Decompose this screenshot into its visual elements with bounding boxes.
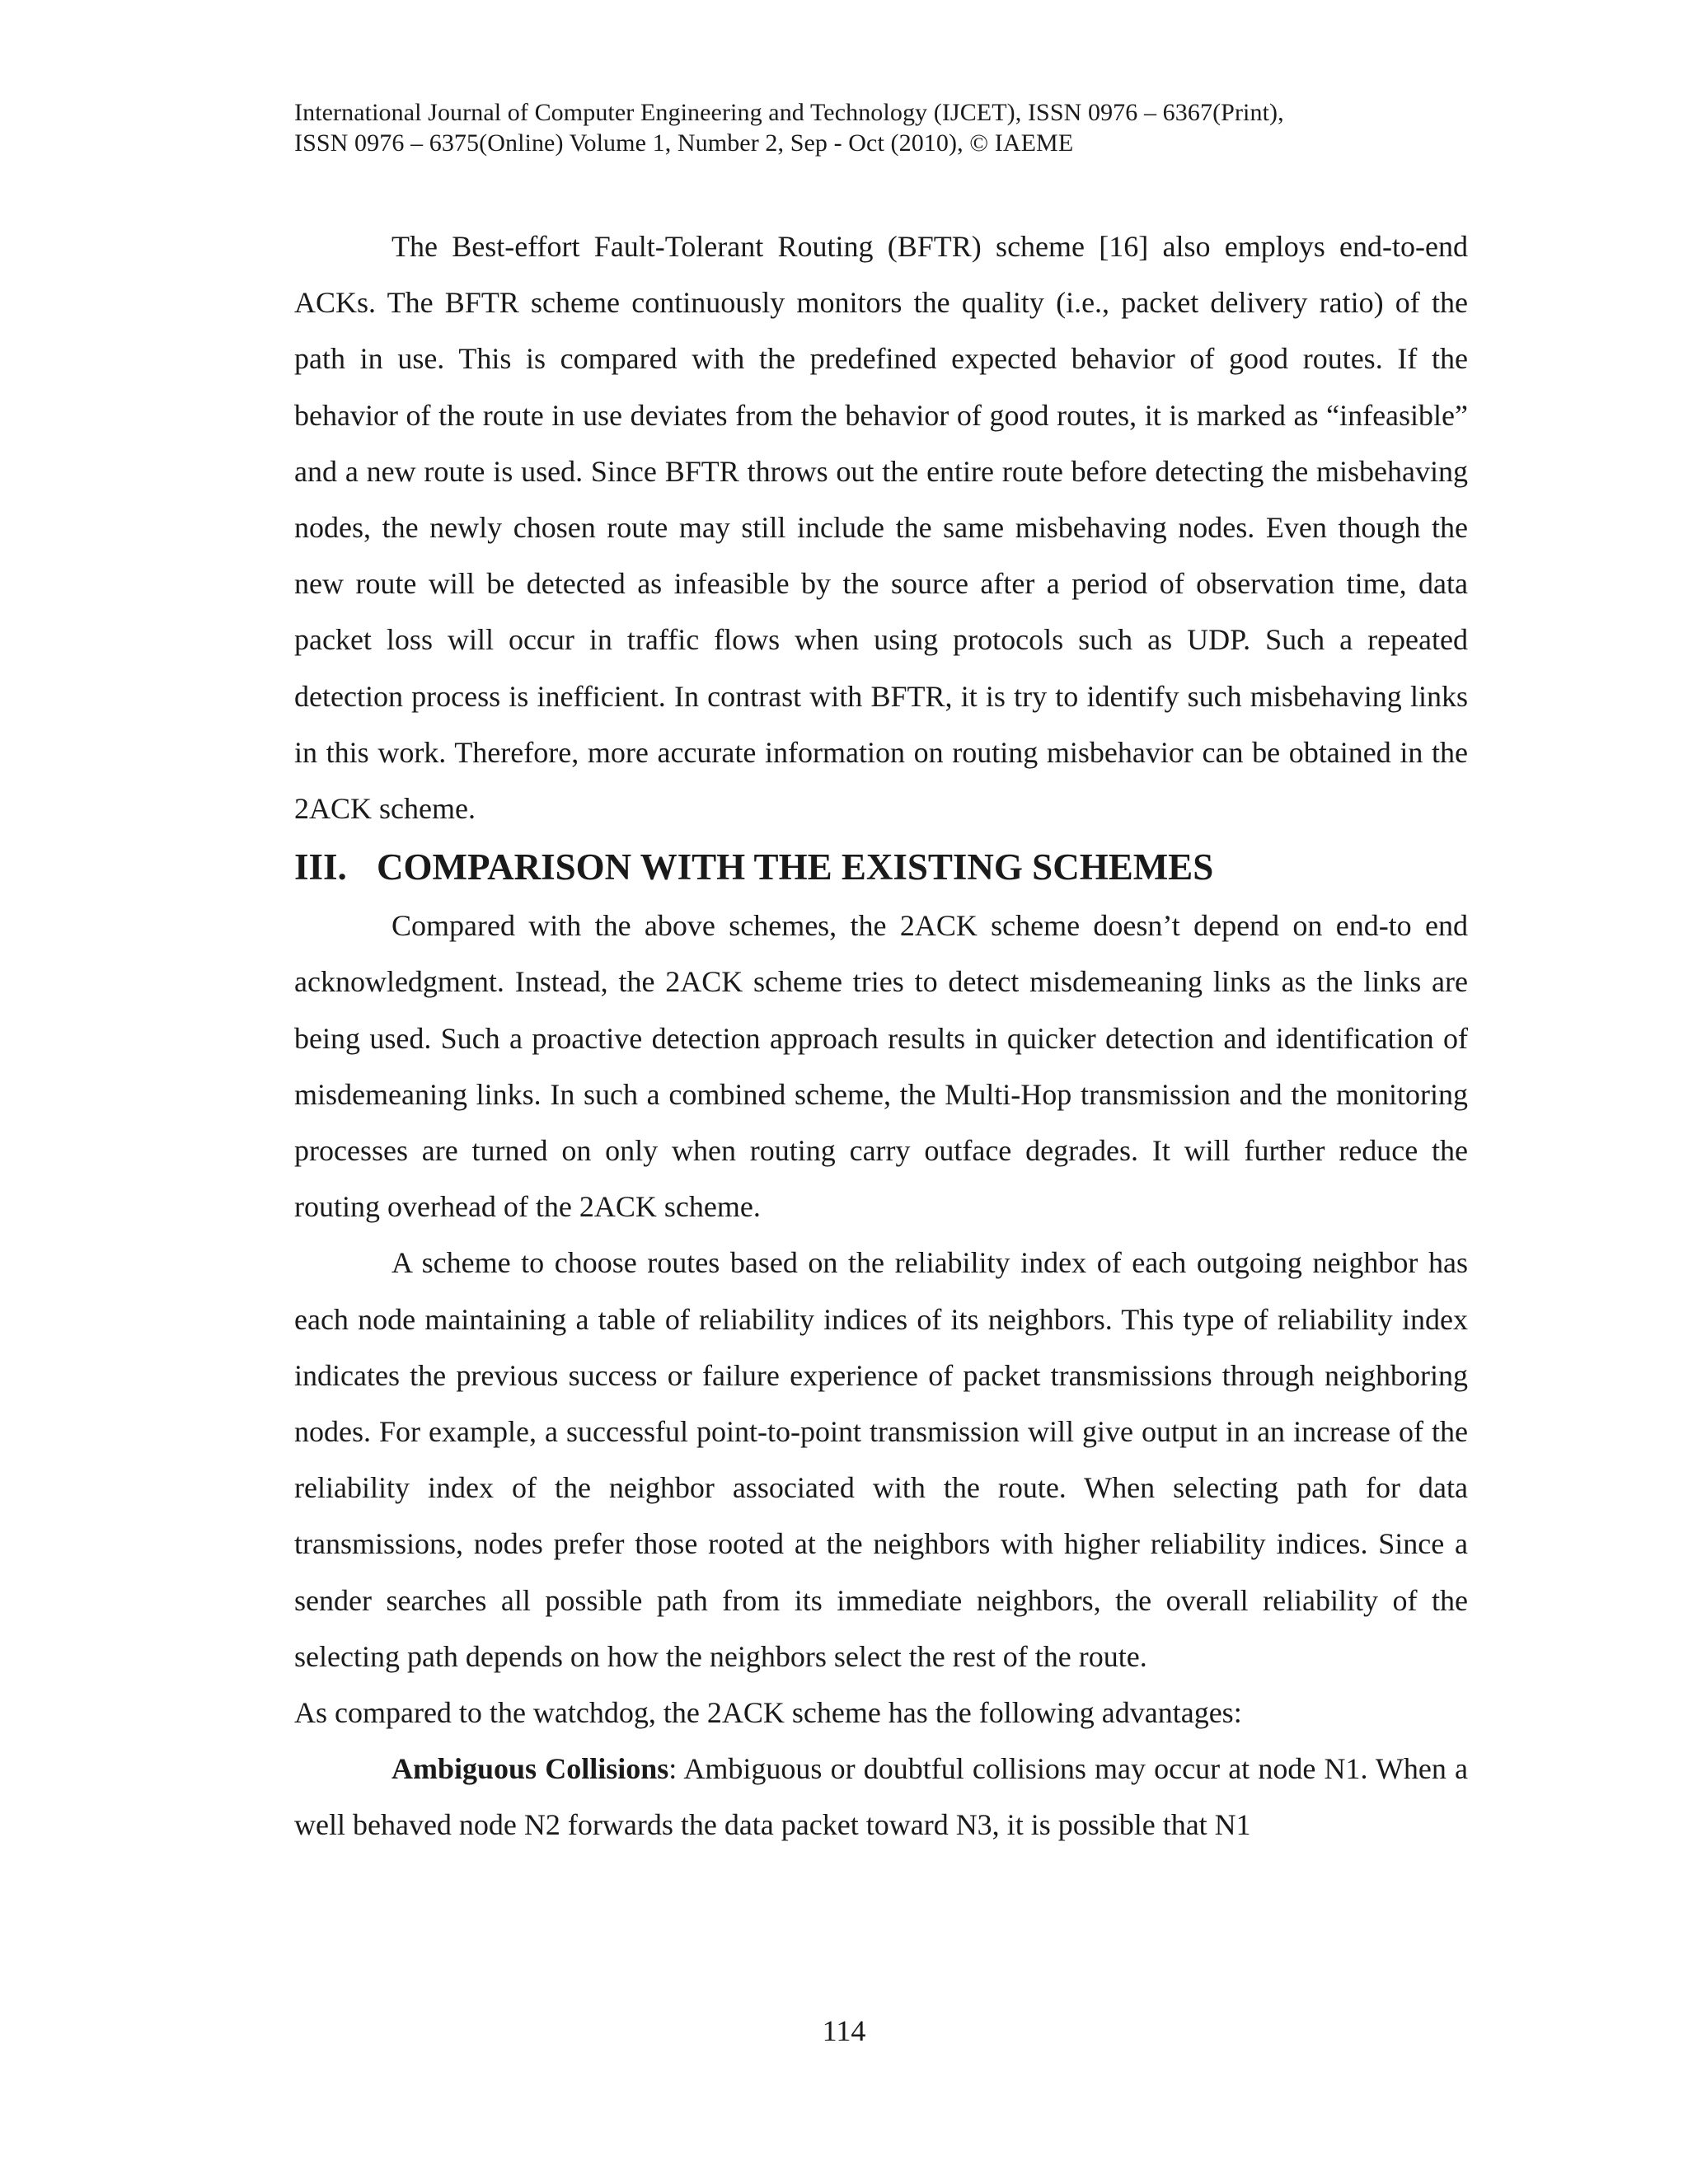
section-number: III. xyxy=(294,846,347,888)
paragraph-advantages-intro: As compared to the watchdog, the 2ACK scheme has the following advantages: xyxy=(294,1696,1242,1730)
page-number: 114 xyxy=(822,2014,866,2047)
paragraph-comparison: Compared with the above schemes, the 2ACK scheme doesn’t depend on end-to end acknowledgment. Instead, the 2ACK scheme tries to detect misdemeaning links as the links are being used. Such a proactive detection approach results in quicker detection and identification of misdemeaning links. In such a combined scheme, the Multi-Hop transmission and the monitoring processes are turned on only when routing carry outface degrades. It will further reduce the routing overhead of the 2ACK scheme. xyxy=(294,909,1468,1224)
paragraph-ambiguous-collisions xyxy=(294,1741,1468,1853)
section-title: COMPARISON WITH THE EXISTING SCHEMES xyxy=(377,846,1214,888)
journal-header xyxy=(294,97,1481,158)
ambiguous-collisions-lead: Ambiguous Collisions xyxy=(392,1752,669,1786)
journal-header-line-1: International Journal of Computer Engineering and Technology (IJCET), ISSN 0976 – 6367(Print), xyxy=(294,99,1284,126)
journal-header-line-2: ISSN 0976 – 6375(Online) Volume 1, Number 2, Sep - Oct (2010), © IAEME xyxy=(294,129,1074,157)
ambiguous-collisions-text: : Ambiguous or doubtful collisions may occur at node N1. When a well behaved node N2 forwards the data packet toward N3, it is possible that N1 xyxy=(294,1752,1469,1842)
body-text xyxy=(294,218,1468,1854)
section-heading xyxy=(294,837,1468,898)
paragraph-bftr: The Best-effort Fault-Tolerant Routing (BFTR) scheme [16] also employs end-to-end ACKs. The BFTR scheme continuously monitors the quality (i.e., packet delivery ratio) of the path in use. This is compared with the predefined expected behavior of good routes. If the behavior of the route in use deviates from the behavior of good routes, it is marked as “infeasible” and a new route is used. Since BFTR throws out the entire route before detecting the misbehaving nodes, the newly chosen route may still include the same misbehaving nodes. Even though the new route will be detected as infeasible by the source after a period of observation time, data packet loss will occur in traffic flows when using protocols such as UDP. Such a repeated detection process is inefficient. In contrast with BFTR, it is try to identify such misbehaving links in this work. Therefore, more accurate information on routing misbehavior can be obtained in the 2ACK scheme. xyxy=(294,230,1468,826)
paragraph-reliability-index: A scheme to choose routes based on the reliability index of each outgoing neighbor has each node maintaining a table of reliability indices of its neighbors. This type of reliability index indicates the previous success or failure experience of packet transmissions through neighboring nodes. For example, a successful point-to-point transmission will give output in an increase of the reliability index of the neighbor associated with the route. When selecting path for data transmissions, nodes prefer those rooted at the neighbors with higher reliability indices. Since a sender searches all possible path from its immediate neighbors, the overall reliability of the selecting path depends on how the neighbors select the rest of the route. xyxy=(294,1246,1468,1673)
